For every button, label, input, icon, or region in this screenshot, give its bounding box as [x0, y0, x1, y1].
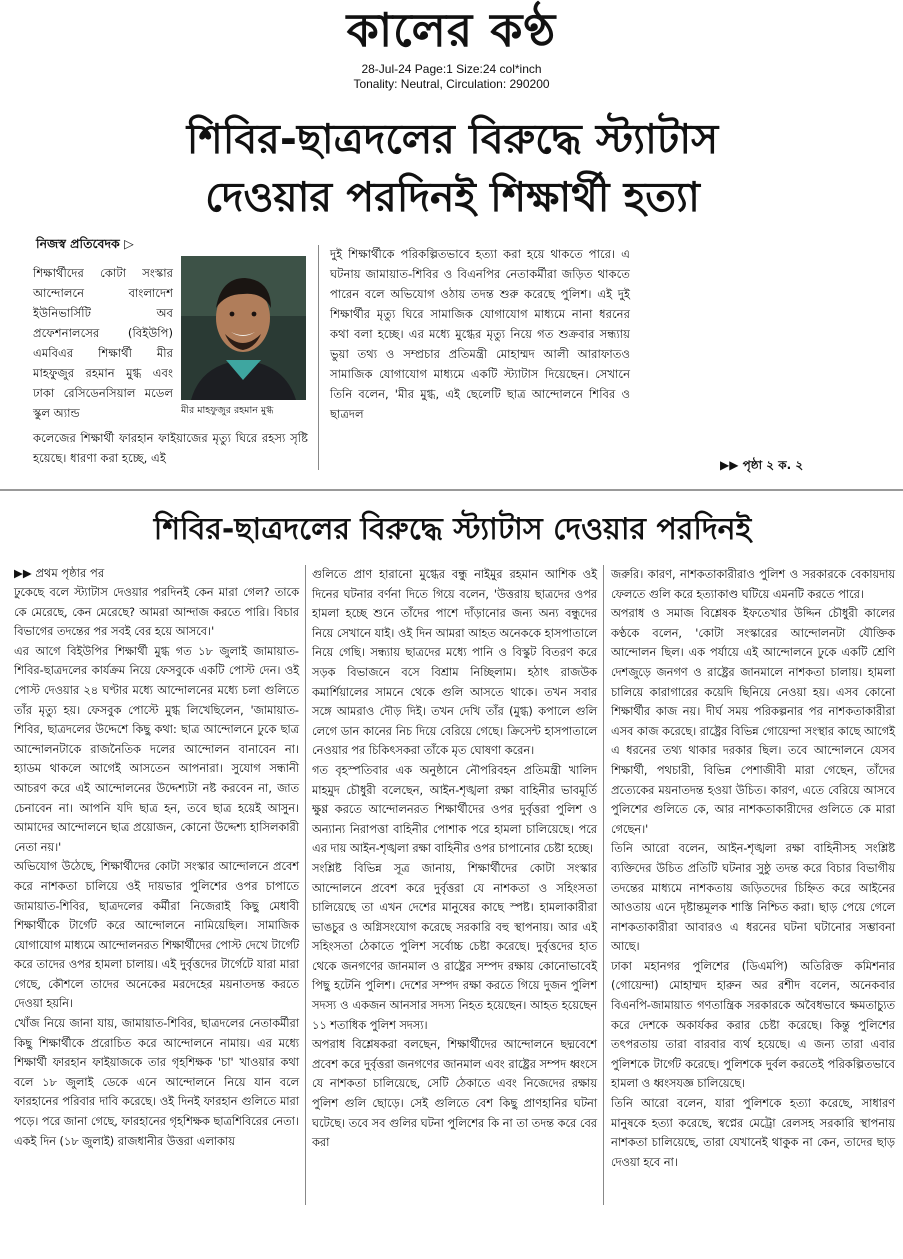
column-rule — [305, 565, 306, 1205]
clip-divider — [0, 489, 903, 491]
continued-from-label: ▶▶ প্রথম পৃষ্ঠার পর — [14, 566, 105, 580]
continued-col1-para: খোঁজ নিয়ে জানা যায়, জামায়াত-শিবির, ছাত্রদলের নেতাকর্মীরা কিছু শিক্ষার্থীকে প্ররোচিত করে আন্দোলনে নামায়। এর মধ্যে শিক্ষার্থী ফারহান ফাইয়াজকে তার গৃহশিক্ষক 'চা' খাওয়ার কথা বলে ১৮ জুলাই ডেকে এনে আন্দোলনে নিয়ে যান বলে ফারহানের পরিবার দাবি করেছে। ওই দিনই ফারহান গুলিতে মারা পড়ে। পরে জানা গেছে, ফারহানের গৃহশিক্ষক ছাত্রশিবিরের নেতা। — [14, 1017, 299, 1129]
continued-col3-para: ঢাকা মহানগর পুলিশের (ডিএমপি) অতিরিক্ত কমিশনার (গোয়েন্দা) মোহাম্মদ হারুন অর রশীদ বলেন, অনেকবার বিএনপি-জামায়াত গণতান্ত্রিক সরকারকে অবৈধভাবে ক্ষমতাচ্যুত করে দেশকে অকার্যকর করার চেষ্টা করেছে। কিন্তু পুলিশের তৎপরতায় তারা বারবার ব্যর্থ হয়েছে। এ জন্য তারা এবার পুলিশকে টার্গেট করেছে। পুলিশকে দুর্বল করতেই পরিকল্পিতভাবে হামলা ও ধ্বংসযজ্ঞ চালিয়েছে। — [611, 959, 895, 1091]
front-col2-text: দুই শিক্ষার্থীকে পরিকল্পিতভাবে হত্যা করা হয়ে থাকতে পারে। এ ঘটনায় জামায়াত-শিবির ও বিএনপির নেতাকর্মীরা জড়িত থাকতে পারেন বলে অভিযোগ ওঠায় তদন্ত শুরু করেছে পুলিশ। এই দুই শিক্ষার্থীর মৃত্যু ঘিরে সামাজিক যোগাযোগ মাধ্যমে নানা ধরনের কথা বলা হচ্ছে। এর মধ্যে মুগ্ধের মৃত্যু নিয়ে গত শুক্রবার সন্ধ্যায় ভুয়া তথ্য ও সম্প্রচার প্রতিমন্ত্রী মোহাম্মদ আলী আরাফাতও সামাজিক যোগাযোগ মাধ্যমে একটি স্ট্যাটাস দিয়েছেন। সেখানে তিনি বলেন, 'মীর মুগ্ধ, এই ছেলেটি ছাত্র আন্দোলনে শিবির ও ছাত্রদল — [330, 247, 630, 421]
front-col1-top — [33, 263, 173, 423]
jump-line: ▶▶ পৃষ্ঠা ২ ক. ২ — [720, 458, 804, 472]
front-col1-bottom — [33, 428, 308, 468]
continued-col1-para: অভিযোগ উঠেছে, শিক্ষার্থীদের কোটা সংস্কার আন্দোলনে প্রবেশ করে নাশকতা চালিয়ে ওই দায়ভার পুলিশের ওপর চাপাতে জামায়াত-শিবির, ছাত্রদলের কর্মীরা নিজেরাই কিছু মেধাবী শিক্ষার্থীকে টার্গেট করে আন্দোলনে নামিয়েছিল। সামাজিক যোগাযোগ মাধ্যমে আন্দোলনরত শিক্ষার্থীদের পোস্ট দেখে টার্গেট করে তাদের ওপর হামলা চালায়। এই দুর্বৃত্তদের টার্গেটে যারা মারা গেছে, কৌশলে তাদের অনেকের মরদেহের ময়নাতদন্ত করতে দেওয়া হয়নি। — [14, 860, 299, 1011]
continued-col2-para: গুলিতে প্রাণ হারানো মুগ্ধের বন্ধু নাইমুর রহমান আশিক ওই দিনের ঘটনার বর্ণনা দিতে গিয়ে বলেন, 'উত্তরায় ছাত্রদের ওপর হামলা হচ্ছে শুনে তাঁদের পাশে দাঁড়ানোর জন্য অন্য বন্ধুদের নিয়ে সেখানে যাই। ওই দিন আমরা আহত অনেককে হাসপাতালে নিয়ে গেছি। সন্ধ্যায় ছাত্রদের মধ্যে পানি ও বিস্কুট বিতরণ করে সড়ক বিভাজনে বসে বিশ্রাম নিচ্ছিলাম। হঠাৎ রাজউক কমার্শিয়ালের সামনে থেকে গুলি আসতে থাকে। তখন সবার সঙ্গে আমরাও দৌড় দিই। তখন দেখি তাঁর (মুগ্ধ) কপালে গুলি লেগে ডান কানের নিচ দিয়ে বেরিয়ে গেছে। ক্রিসেন্ট হাসপাতালে নেওয়ার পর চিকিৎসকরা তাঁকে মৃত ঘোষণা করেন। — [312, 568, 597, 758]
clip-info-line1: 28-Jul-24 Page:1 Size:24 col*inch — [361, 62, 542, 76]
continued-col1-para: এর আগে বিইউপির শিক্ষার্থী মুগ্ধ গত ১৮ জুলাই জামায়াত-শিবির-ছাত্রদলের কার্যক্রম নিয়ে ফেসবুকে একটি পোস্ট দেন। ওই পোস্ট দেওয়ার ২৪ ঘণ্টার মধ্যে আন্দোলনের মধ্যে চলা গুলিতে তাঁর মৃত্যু হয়। ফেসবুক পোস্টে মুগ্ধ লিখেছিলেন, 'জামায়াত-শিবির, ছাত্রদলের উদ্দেশে কিছু কথা: ছাত্র আন্দোলনে ঢুকে ছাত্র আন্দোলনটাকে রাজনৈতিক দলের আন্দোলন বানাবেন না। হ্যাডম থাকলে আগেই আসতেন আপনারা। সুযোগ সন্ধানী আচরণ করে এই আন্দোলনের উদ্দেশ্যটা নষ্ট করবেন না, জাত চেনাবেন না। আপনি যদি ছাত্র হন, তবে ছাত্র হয়েই আসুন। আমাদের আন্দোলনে ছাত্র প্রয়োজন, কোনো উদ্দেশ্য হাসিলকারী নেতা নয়।' — [14, 644, 299, 854]
headline-line2: দেওয়ার পরদিনই শিক্ষার্থী হত্যা — [205, 173, 700, 221]
continued-col2 — [312, 565, 597, 1153]
front-col2 — [330, 244, 630, 424]
continued-col3-para: তিনি আরো বলেন, যারা পুলিশকে হত্যা করেছে, সাধারণ মানুষকে হত্যা করেছে, স্বপ্নের মেট্রো রেলসহ সরকারি স্থাপনায় নাশকতা চালিয়েছে, তারা যেখানেই থাকুক না কেন, তাদের ছাড় দেওয়া হবে না। — [611, 1097, 895, 1169]
byline: নিজস্ব প্রতিবেদক ▷ — [36, 236, 134, 251]
front-col1-top-text: শিক্ষার্থীদের কোটা সংস্কার আন্দোলনে বাংলাদেশ ইউনিভার্সিটি অব প্রফেশনালসের (বিইউপি) এমবিএর শিক্ষার্থী মীর মাহফুজুর রহমান মুগ্ধ এবং ঢাকা রেসিডেনসিয়াল মডেল স্কুল অ্যান্ড — [33, 266, 173, 420]
continued-col3-para: তিনি আরো বলেন, আইন-শৃঙ্খলা রক্ষা বাহিনীসহ সংশ্লিষ্ট ব্যক্তিদের উচিত প্রতিটি ঘটনার সুষ্ঠু তদন্ত করে বিচার বিভাগীয় তদন্তের মাধ্যমে নাশকতায় জড়িতদের চিহ্নিত করে আইনের আওতায় এনে দৃষ্টান্তমূলক শাস্তি নিশ্চিত করা। ছাড় পেয়ে গেলে নাশকতাকারীরা আবারও এ ধরনের ঘটনা ঘটানোর সম্ভাবনা আছে। — [611, 842, 895, 954]
continued-col1 — [14, 583, 299, 1151]
continued-col3-para: জরুরি। কারণ, নাশকতাকারীরাও পুলিশ ও সরকারকে বেকায়দায় ফেলতে গুলি করে হত্যাকাণ্ড ঘটিয়ে এমনটি করতে পারে। — [611, 568, 895, 601]
column-rule — [318, 245, 319, 470]
portrait-photo — [181, 256, 306, 400]
clip-info-line2: Tonality: Neutral, Circulation: 290200 — [353, 77, 550, 91]
headline-line1: শিবির-ছাত্রদলের বিরুদ্ধে স্ট্যাটাস — [186, 115, 719, 163]
column-rule — [603, 565, 604, 1205]
newspaper-masthead: কালের কণ্ঠ — [346, 3, 557, 57]
continued-col1-para: ঢুকেছে বলে স্ট্যাটাস দেওয়ার পরদিনই কেন মারা গেল? তাকে কে মেরেছে, কেন মেরেছে? আমরা আন্দাজ করতে পারি। বিচার বিভাগের তদন্তের পর সবই বের হয়ে আসবে।' — [14, 586, 299, 639]
continued-col1-para: একই দিন (১৮ জুলাই) রাজধানীর উত্তরা এলাকায় — [14, 1134, 235, 1148]
continued-headline: শিবির-ছাত্রদলের বিরুদ্ধে স্ট্যাটাস দেওয়ার পরদিনই — [153, 512, 752, 547]
continued-col2-para: সংশ্লিষ্ট বিভিন্ন সূত্র জানায়, শিক্ষার্থীদের কোটা সংস্কার আন্দোলনে প্রবেশ করে দুর্বৃত্তরা যে নাশকতা ও সহিংসতা চালিয়েছে তা এখন দেশের মানুষের কাছে স্পষ্ট। হামলাকারীরা ভাঙচুর ও অগ্নিসংযোগ করেছে সরকারি বহু স্থাপনায়। আর এই সহিংসতা ঠেকাতে পুলিশ সর্বোচ্চ চেষ্টা করেছে। দুর্বৃত্তদের হাত থেকে জনগণের জানমাল ও রাষ্ট্রের সম্পদ রক্ষায় কোনোভাবেই পিছু হটেনি পুলিশ। দেশের সম্পদ রক্ষা করতে গিয়ে দুজন পুলিশ সদস্য ও একজন আনসার সদস্য নিহত হয়েছেন। আহত হয়েছেন ১১ শতাধিক পুলিশ সদস্য। — [312, 861, 597, 1032]
continued-col3 — [611, 565, 895, 1172]
front-col1-bottom-text: কলেজের শিক্ষার্থী ফারহান ফাইয়াজের মৃত্যু ঘিরে রহস্য সৃষ্টি হয়েছে। ধারণা করা হচ্ছে, এই — [33, 431, 308, 465]
continued-col3-para: অপরাধ ও সমাজ বিশ্লেষক ইফতেখার উদ্দিন চৌধুরী কালের কণ্ঠকে বলেন, 'কোটা সংস্কারের আন্দোলনটা যৌক্তিক আন্দোলন ছিল। এক পর্যায়ে এই আন্দোলনে ঢুকে একটি শ্রেণি দেশজুড়ে জনগণ ও রাষ্ট্রের জানমালে নাশকতা চালায়। হামলা চালিয়ে কারাগারের কয়েদি ছিনিয়ে নেওয়া হয়। এসব কোনো শিক্ষার্থীর কাজ নয়। দীর্ঘ সময় পরিকল্পনার পর নাশকতাকারীরা এসব কাজ করেছে। রাষ্ট্রের বিভিন্ন গোয়েন্দা সংস্থার কাছে আগেই এ ধরনের তথ্য থাকার দরকার ছিল। তবে আন্দোলনে যেসব শিক্ষার্থী, পথচারী, বিভিন্ন পেশাজীবী মারা গেছেন, তাঁদের প্রত্যেকের ময়নাতদন্ত হওয়া উচিত। কারণ, এতে বেরিয়ে আসবে পুলিশের গুলিতে কে, আর নাশকতাকারীদের গুলিতে কে মারা গেছেন।' — [611, 607, 895, 836]
continued-col2-para: গত বৃহস্পতিবার এক অনুষ্ঠানে নৌপরিবহন প্রতিমন্ত্রী খালিদ মাহমুদ চৌধুরী বলেছেন, আইন-শৃঙ্খলা রক্ষা বাহিনীর ভাবমূর্তি ক্ষুণ্ণ করতে আন্দোলনরত শিক্ষার্থীদের ওপর দুর্বৃত্তরা পুলিশ ও অন্যান্য নিরাপত্তা বাহিনীর পোশাক পরে হামলা চালিয়েছে। পরে এর দায় আইন-শৃঙ্খলা রক্ষা বাহিনীর ওপর চাপানোর চেষ্টা হচ্ছে। — [312, 763, 597, 856]
photo-caption: মীর মাহফুজুর রহমান মুগ্ধ — [181, 405, 274, 416]
continued-col2-para: অপরাধ বিশ্লেষকরা বলছেন, শিক্ষার্থীদের আন্দোলনে ছদ্মবেশে প্রবেশ করে দুর্বৃত্তরা জনগণের জানমাল এবং রাষ্ট্রের সম্পদ ধ্বংসে যে নাশকতা চালিয়েছে, সেটি ঠেকাতে এবং নিজেদের রক্ষায় পুলিশ গুলি ছোড়ে। সেই গুলিতে বেশ কিছু প্রাণহানির ঘটনা ঘটেছে। তবে সব গুলির ঘটনা পুলিশের কি না তা তদন্ত করে বের করা — [312, 1038, 597, 1150]
